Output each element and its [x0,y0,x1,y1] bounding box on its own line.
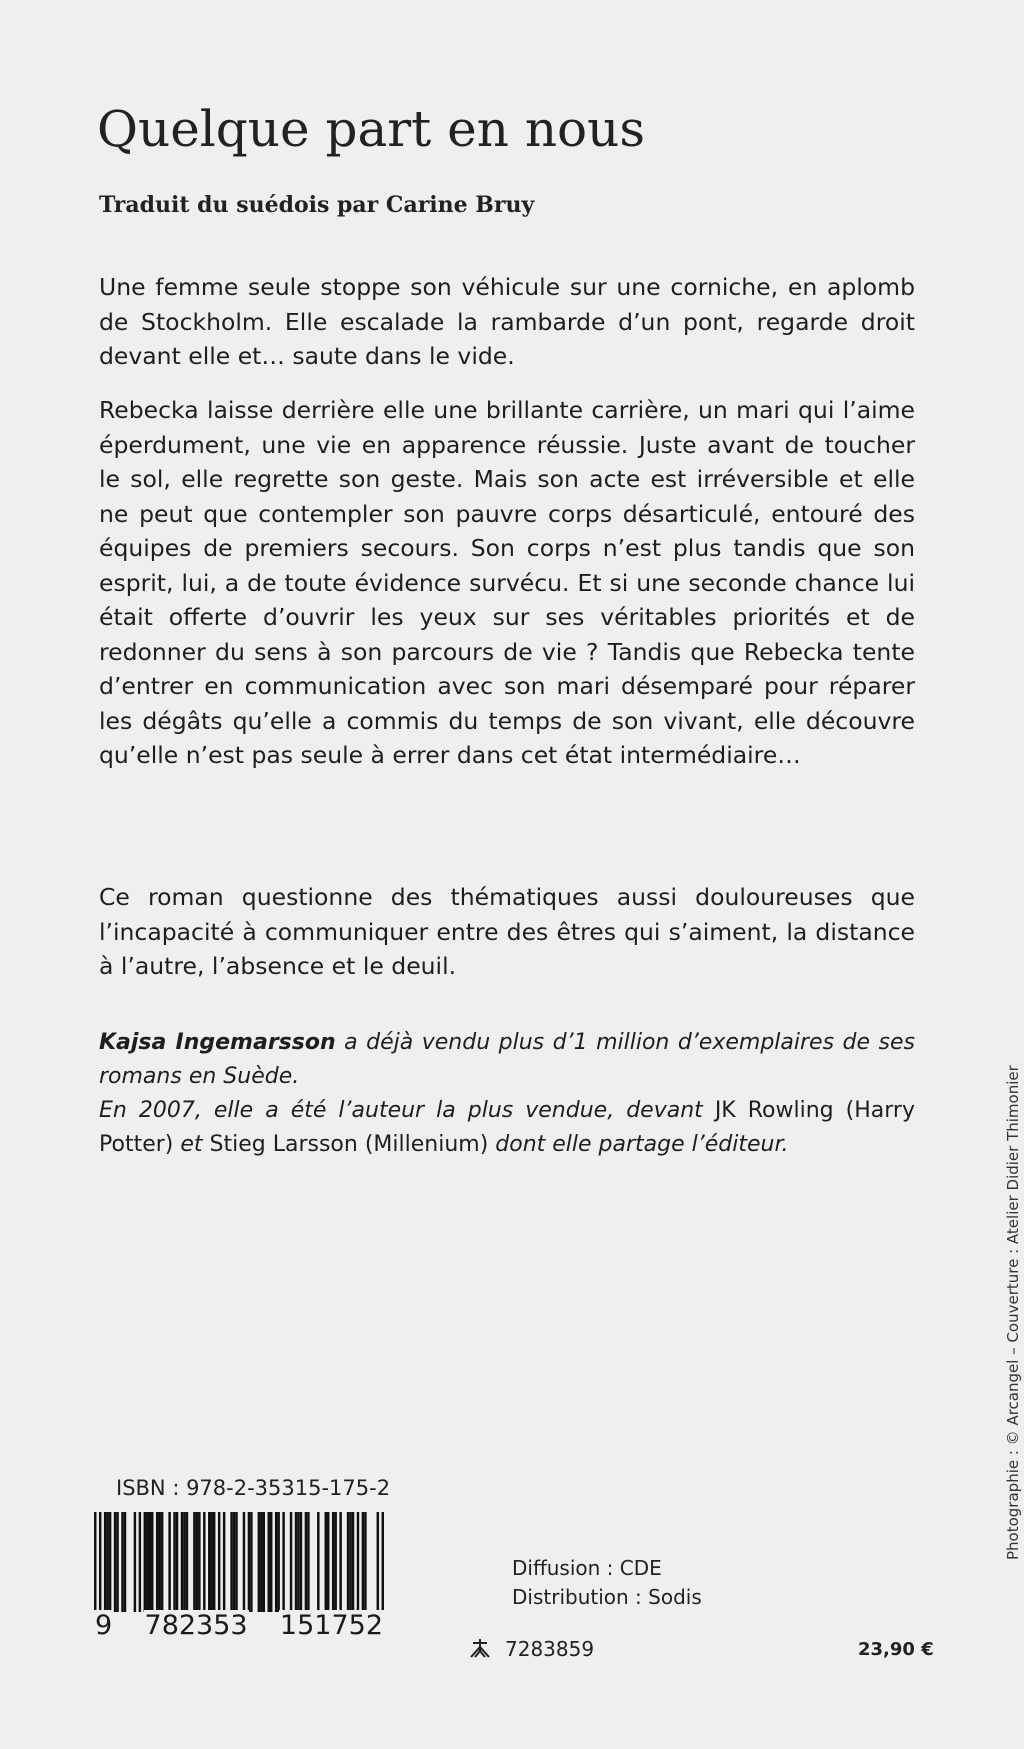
blurb-paragraph-2: Rebecka laisse derrière elle une brillante carrière, un mari qui l’aime éperdument, une vie en apparence réussie. Juste avant de toucher le sol, elle regrette son geste. Mais son acte est irréversible et elle ne peut que contempler son pauvre corps désarticulé, entouré des équipes de premiers secours. Son corps n’est plus tandis que son esprit, lui, a de toute évidence survécu. Et si une seconde chance lui était offerte d’ouvrir les yeux sur ses véritables priorités et de redonner du sens à son parcours de vie ? Tandis que Rebecka tente d’entrer en communication avec son mari désemparé pour réparer les dégâts qu’elle a commis du temps de son vivant, elle découvre qu’elle n’est pas seule à errer dans cet état intermédiaire… [99,396,915,769]
barcode-bar [357,1512,359,1612]
diffusion-label: Diffusion : CDE [512,1556,662,1580]
barcode-bar [144,1512,146,1612]
barcode-digits [94,1610,384,1641]
barcode-bar [305,1512,307,1612]
barcode-bar [263,1512,265,1612]
barcode-bar [270,1512,272,1612]
barcode-bar [275,1512,277,1612]
barcode-bar [250,1512,252,1612]
barcode-bar [218,1512,220,1612]
barcode-bar [116,1512,118,1612]
barcode-bar [168,1512,170,1612]
barcode-bar [268,1512,270,1612]
barcode-bar [176,1512,178,1612]
barcode-bar [106,1512,108,1612]
barcode-bar [198,1512,200,1612]
barcode-bar [339,1512,341,1612]
barcode-bar [158,1512,160,1612]
distribution-info [512,1554,702,1612]
barcode-bar [233,1512,235,1612]
barcode-bar [196,1512,198,1612]
publisher-code [467,1637,594,1661]
barcode-bar [208,1512,210,1624]
barcode-bar [334,1512,336,1612]
barcode-icon [94,1512,384,1624]
barcode-bar [151,1512,153,1612]
barcode-bar [156,1512,158,1612]
barcode-bar [352,1512,354,1612]
author-bio-line-1: a déjà vendu plus d’1 million d’exemplaires de ses romans en Suède. [99,1030,916,1089]
barcode-bar [213,1512,215,1624]
barcode-bar [317,1512,319,1612]
barcode-bar [243,1512,245,1612]
barcode-bar [277,1512,279,1612]
barcode-bar [327,1512,329,1612]
barcode-bar [181,1512,183,1612]
barcode-bar [104,1512,106,1612]
book-title: Quelque part en nous [97,100,646,158]
barcode-bar [364,1512,366,1612]
barcode-bar [146,1512,148,1612]
barcode-bar [235,1512,237,1612]
barcode-bar [260,1512,262,1612]
barcode-bar [377,1512,379,1624]
barcode-bar [295,1512,297,1612]
price-label: 23,90 € [858,1639,934,1660]
barcode-bar [307,1512,309,1612]
author-name: Kajsa Ingemarsson [99,1030,336,1055]
barcode-bar [149,1512,151,1612]
barcode-bar [193,1512,195,1612]
blurb-paragraph-3: Ce roman questionne des thématiques aussi douloureuses que l’incapacité à communiquer entre des êtres qui s’aiment, la distance à l’autre, l’absence et le deuil. [99,883,915,980]
barcode-bar [300,1512,302,1612]
publisher-code-number: 7283859 [505,1637,595,1661]
barcode-bar [325,1512,327,1612]
barcode-bar [173,1512,175,1612]
author-bio [99,1026,915,1162]
barcode-digit-group-1: 9 [95,1610,113,1641]
author-ref-mil: (Millenium) [357,1132,496,1157]
barcode-bar [183,1512,185,1612]
barcode-bar [94,1512,96,1624]
barcode-digit-group-3: 151752 [279,1610,383,1641]
distribution-label: Distribution : Sodis [512,1585,702,1609]
photo-credit: Photographie : © Arcangel – Couverture : Atelier Didier Thimonier [1004,1065,1022,1560]
barcode-bar [332,1512,334,1612]
barcode-digit-group-2: 782353 [144,1610,248,1641]
author-bio-line-2-end: dont elle partage l’éditeur. [495,1132,789,1157]
barcode-bar [139,1512,141,1612]
author-ref-et: et [180,1132,210,1157]
barcode-bar [349,1512,351,1612]
author-ref-stieg: Stieg Larsson [209,1132,358,1157]
barcode-bar [230,1512,232,1612]
barcode-bar [121,1512,123,1612]
isbn-label: ISBN : 978-2-35315-175-2 [116,1476,391,1500]
barcode-bar [109,1512,111,1612]
author-ref-jk: JK Rowling [714,1098,834,1123]
barcode-bar [223,1512,225,1612]
barcode-bar [248,1512,250,1612]
barcode-bar [114,1512,116,1612]
barcode-bar [210,1512,212,1624]
barcode-bar [134,1512,136,1612]
barcode-bar [161,1512,163,1612]
barcode-bar [186,1512,188,1612]
blurb-paragraph-1: Une femme seule stoppe son véhicule sur une corniche, en aplomb de Stockholm. Elle escalade la rambarde d’un pont, regarde droit devant elle et… saute dans le vide. [99,273,915,370]
barcode-bar [347,1512,349,1612]
barcode-bar [362,1512,364,1612]
barcode-bar [382,1512,384,1624]
barcode-bar [203,1512,205,1612]
translator-credit: Traduit du suédois par Carine Bruy [99,192,535,218]
barcode-bar [297,1512,299,1612]
barcode-bar [124,1512,126,1612]
author-ref-hp: (Harry Potter) [99,1098,915,1157]
barcode-bar [99,1512,101,1624]
barcode-bar [290,1512,292,1612]
author-bio-line-2: En 2007, elle a été l’auteur la plus vendue, devant [99,1098,715,1123]
barcode-bar [282,1512,284,1612]
barcode-bar [258,1512,260,1612]
publisher-logo-icon [467,1637,493,1661]
